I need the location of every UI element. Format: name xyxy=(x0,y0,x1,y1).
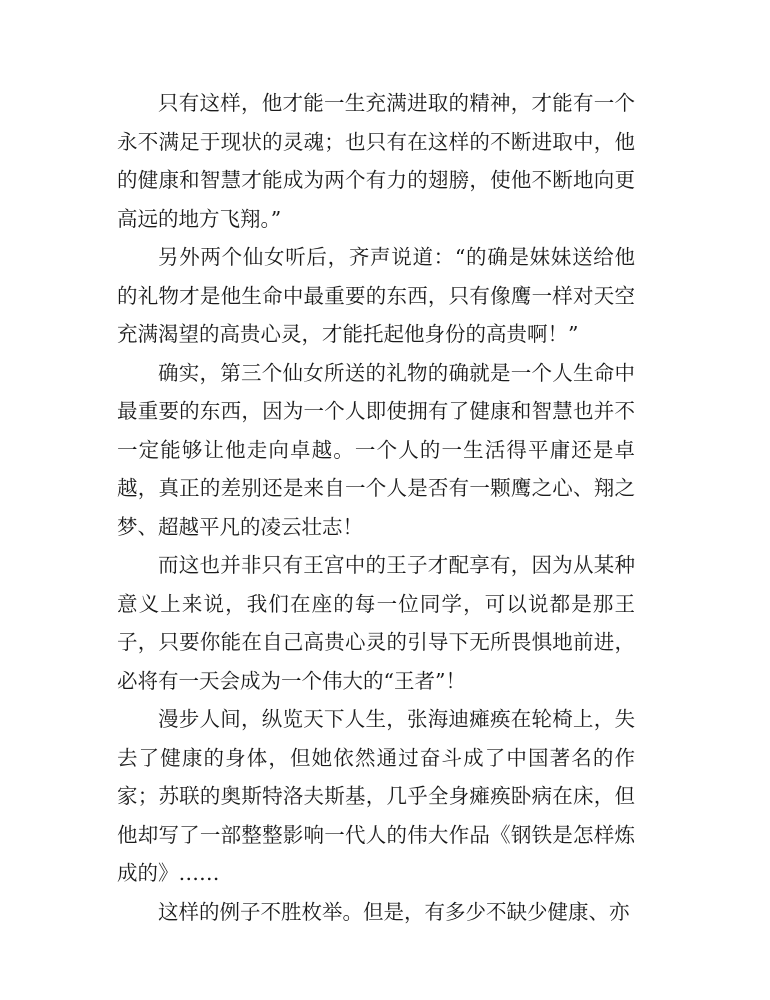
paragraph-2: 另外两个仙女听后，齐声说道：“的确是妹妹送给他的礼物才是他生命中最重要的东西，只有像鹰一样对天空充满渴望的高贵心灵，才能托起他身份的高贵啊！” xyxy=(117,245,635,346)
paragraph-4: 而这也并非只有王宫中的王子才配享有，因为从某种意义上来说，我们在座的每一位同学，可以说都是那王子，只要你能在自己高贵心灵的引导下无所畏惧地前进，必将有一天会成为一个伟大的“王者”！ xyxy=(117,553,635,693)
paragraph-1: 只有这样，他才能一生充满进取的精神，才能有一个永不满足于现状的灵魂；也只有在这样的不断进取中，他的健康和智慧才能成为两个有力的翅膀，使他不断地向更高远的地方飞翔。” xyxy=(117,91,635,231)
paragraph-6: 这样的例子不胜枚举。但是，有多少不缺少健康、亦 xyxy=(158,899,630,924)
paragraph-3: 确实，第三个仙女所送的礼物的确就是一个人生命中最重要的东西，因为一个人即使拥有了健康和智慧也并不一定能够让他走向卓越。一个人的一生活得平庸还是卓越，真正的差别还是来自一个人是否有一颗鹰之心、翔之梦、超越平凡的凌云壮志！ xyxy=(117,360,635,539)
document-page xyxy=(117,84,635,931)
paragraph-5: 漫步人间，纵览天下人生，张海迪瘫痪在轮椅上，失去了健康的身体，但她依然通过奋斗成了中国著名的作家；苏联的奥斯特洛夫斯基，几乎全身瘫痪卧病在床，但他却写了一部整整影响一代人的伟大作品《钢铁是怎样炼成的》…… xyxy=(117,707,635,885)
